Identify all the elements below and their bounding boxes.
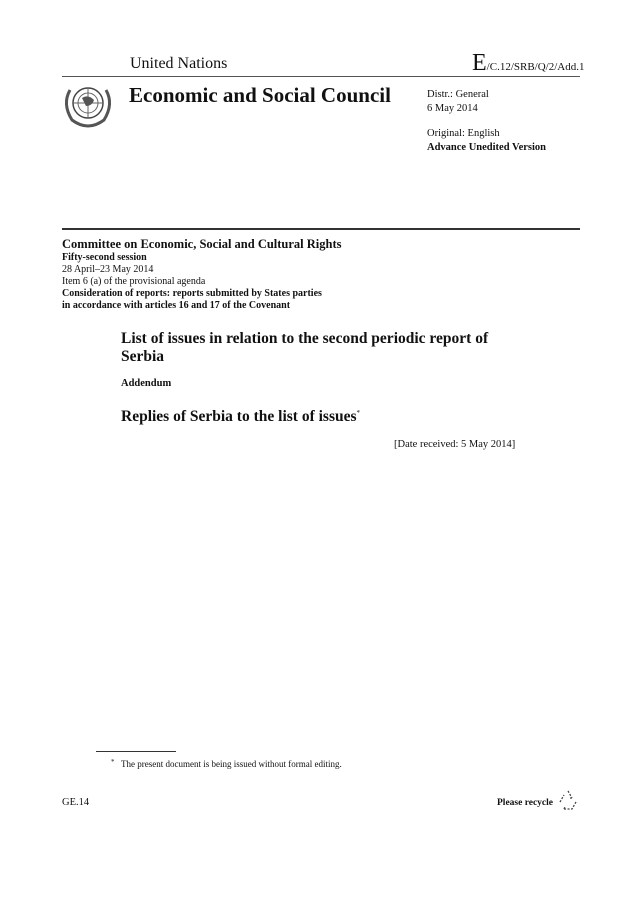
session: Fifty-second session <box>62 252 147 263</box>
un-emblem-icon <box>60 80 116 128</box>
header-thick-divider <box>62 228 580 230</box>
committee-name: Committee on Economic, Social and Cultural Rights <box>62 237 342 251</box>
council-name: Economic and Social Council <box>129 83 391 107</box>
title-line-1: List of issues in relation to the second periodic report of <box>121 330 489 347</box>
original-language: Original: English <box>427 128 500 139</box>
footnote-ref[interactable]: * <box>356 408 361 417</box>
document-code: GE.14 <box>62 797 90 808</box>
issue-date: 6 May 2014 <box>427 103 478 114</box>
session-dates: 28 April–23 May 2014 <box>62 264 154 275</box>
footnote-text: The present document is being issued without formal editing. <box>121 759 342 769</box>
header-divider <box>62 76 580 77</box>
recycle-icon <box>556 788 580 812</box>
date-received: [Date received: 5 May 2014] <box>394 439 516 450</box>
consideration-line-1: Consideration of reports: reports submitted by States parties <box>62 288 322 299</box>
recycle-label: Please recycle <box>497 798 553 808</box>
org-name: United Nations <box>130 55 228 72</box>
symbol-prefix: E <box>472 50 487 76</box>
replies-text: Replies of Serbia to the list of issues <box>121 408 357 425</box>
distribution: Distr.: General <box>427 89 489 100</box>
footnote-mark: * <box>111 758 115 766</box>
title-line-2: Serbia <box>121 348 165 365</box>
addendum-label: Addendum <box>121 378 172 389</box>
replies-heading <box>121 408 360 426</box>
version-label: Advance Unedited Version <box>427 142 547 153</box>
footnote-divider <box>96 751 176 752</box>
document-symbol <box>472 50 584 77</box>
agenda-item: Item 6 (a) of the provisional agenda <box>62 276 206 287</box>
consideration-line-2: in accordance with articles 16 and 17 of the Covenant <box>62 300 291 311</box>
symbol-rest: /C.12/SRB/Q/2/Add.1 <box>486 61 585 73</box>
